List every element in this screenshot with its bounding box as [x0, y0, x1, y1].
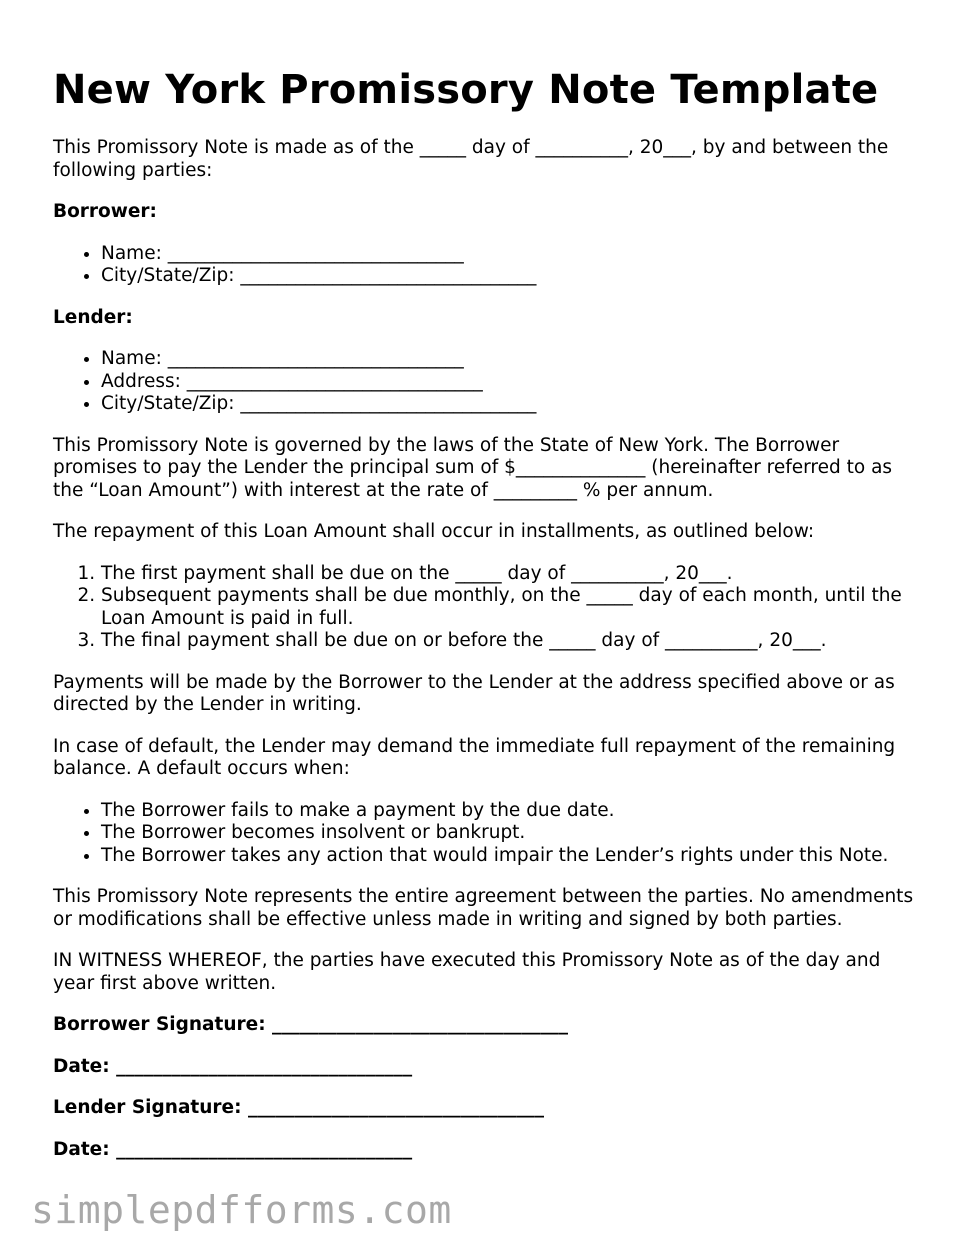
document-title: New York Promissory Note Template	[53, 67, 879, 113]
borrower-signature-line: Borrower Signature: ________________________________	[53, 1014, 569, 1035]
repayment-list	[53, 563, 921, 653]
borrower-fields-list	[53, 243, 921, 288]
witness-paragraph: IN WITNESS WHEREOF, the parties have executed this Promissory Note as of the day and year first above written.	[53, 950, 881, 994]
repayment-item-first: 1. The first payment shall be due on the _____ day of __________, 20___.	[101, 563, 921, 586]
governing-paragraph: This Promissory Note is governed by the laws of the State of New York. The Borrower promises to pay the Lender the principal sum of $______________ (hereinafter referred to as the “Loan Amount”) with interest at the rate of _________ % per annum.	[53, 434, 893, 501]
repayment-item-final: 3. The final payment shall be due on or before the _____ day of __________, 20___.	[101, 630, 921, 653]
entire-agreement-paragraph: This Promissory Note represents the entire agreement between the parties. No amendments or modifications shall be effective unless made in writing and signed by both parties.	[53, 886, 914, 930]
lender-fields-list	[53, 348, 921, 416]
lender-label: Lender:	[53, 306, 133, 328]
default-intro: In case of default, the Lender may demand the immediate full repayment of the remaining balance. A default occurs when:	[53, 735, 896, 779]
default-item: • The Borrower fails to make a payment by the due date.	[101, 800, 921, 823]
lender-city-state-zip-field: • City/State/Zip: ________________________________	[101, 393, 921, 416]
default-conditions-list	[53, 800, 921, 868]
lender-date-line: Date: ________________________________	[53, 1138, 413, 1160]
borrower-date-line: Date: ________________________________	[53, 1055, 413, 1077]
borrower-city-state-zip-field: • City/State/Zip: ________________________________	[101, 265, 921, 288]
lender-signature-line: Lender Signature: ________________________________	[53, 1097, 544, 1118]
intro-paragraph: This Promissory Note is made as of the _____ day of __________, 20___, by and between the following parties:	[53, 137, 889, 181]
lender-address-field: • Address: ________________________________	[101, 371, 921, 394]
default-item: • The Borrower takes any action that would impair the Lender’s rights under this Note.	[101, 845, 921, 868]
default-item: • The Borrower becomes insolvent or bankrupt.	[101, 822, 921, 845]
lender-name-field: • Name: ________________________________	[101, 348, 921, 371]
borrower-label: Borrower:	[53, 201, 157, 222]
payments-paragraph: Payments will be made by the Borrower to the Lender at the address specified above or as directed by the Lender in writing.	[53, 671, 895, 715]
borrower-name-field: • Name: ________________________________	[101, 243, 921, 266]
repayment-item-subsequent: 2. Subsequent payments shall be due monthly, on the _____ day of each month, until the Loan Amount is paid in full.	[101, 585, 921, 630]
watermark-text: simplepdfforms.com	[31, 1188, 452, 1232]
repayment-intro: The repayment of this Loan Amount shall occur in installments, as outlined below:	[53, 521, 815, 542]
document-page	[53, 62, 921, 1180]
